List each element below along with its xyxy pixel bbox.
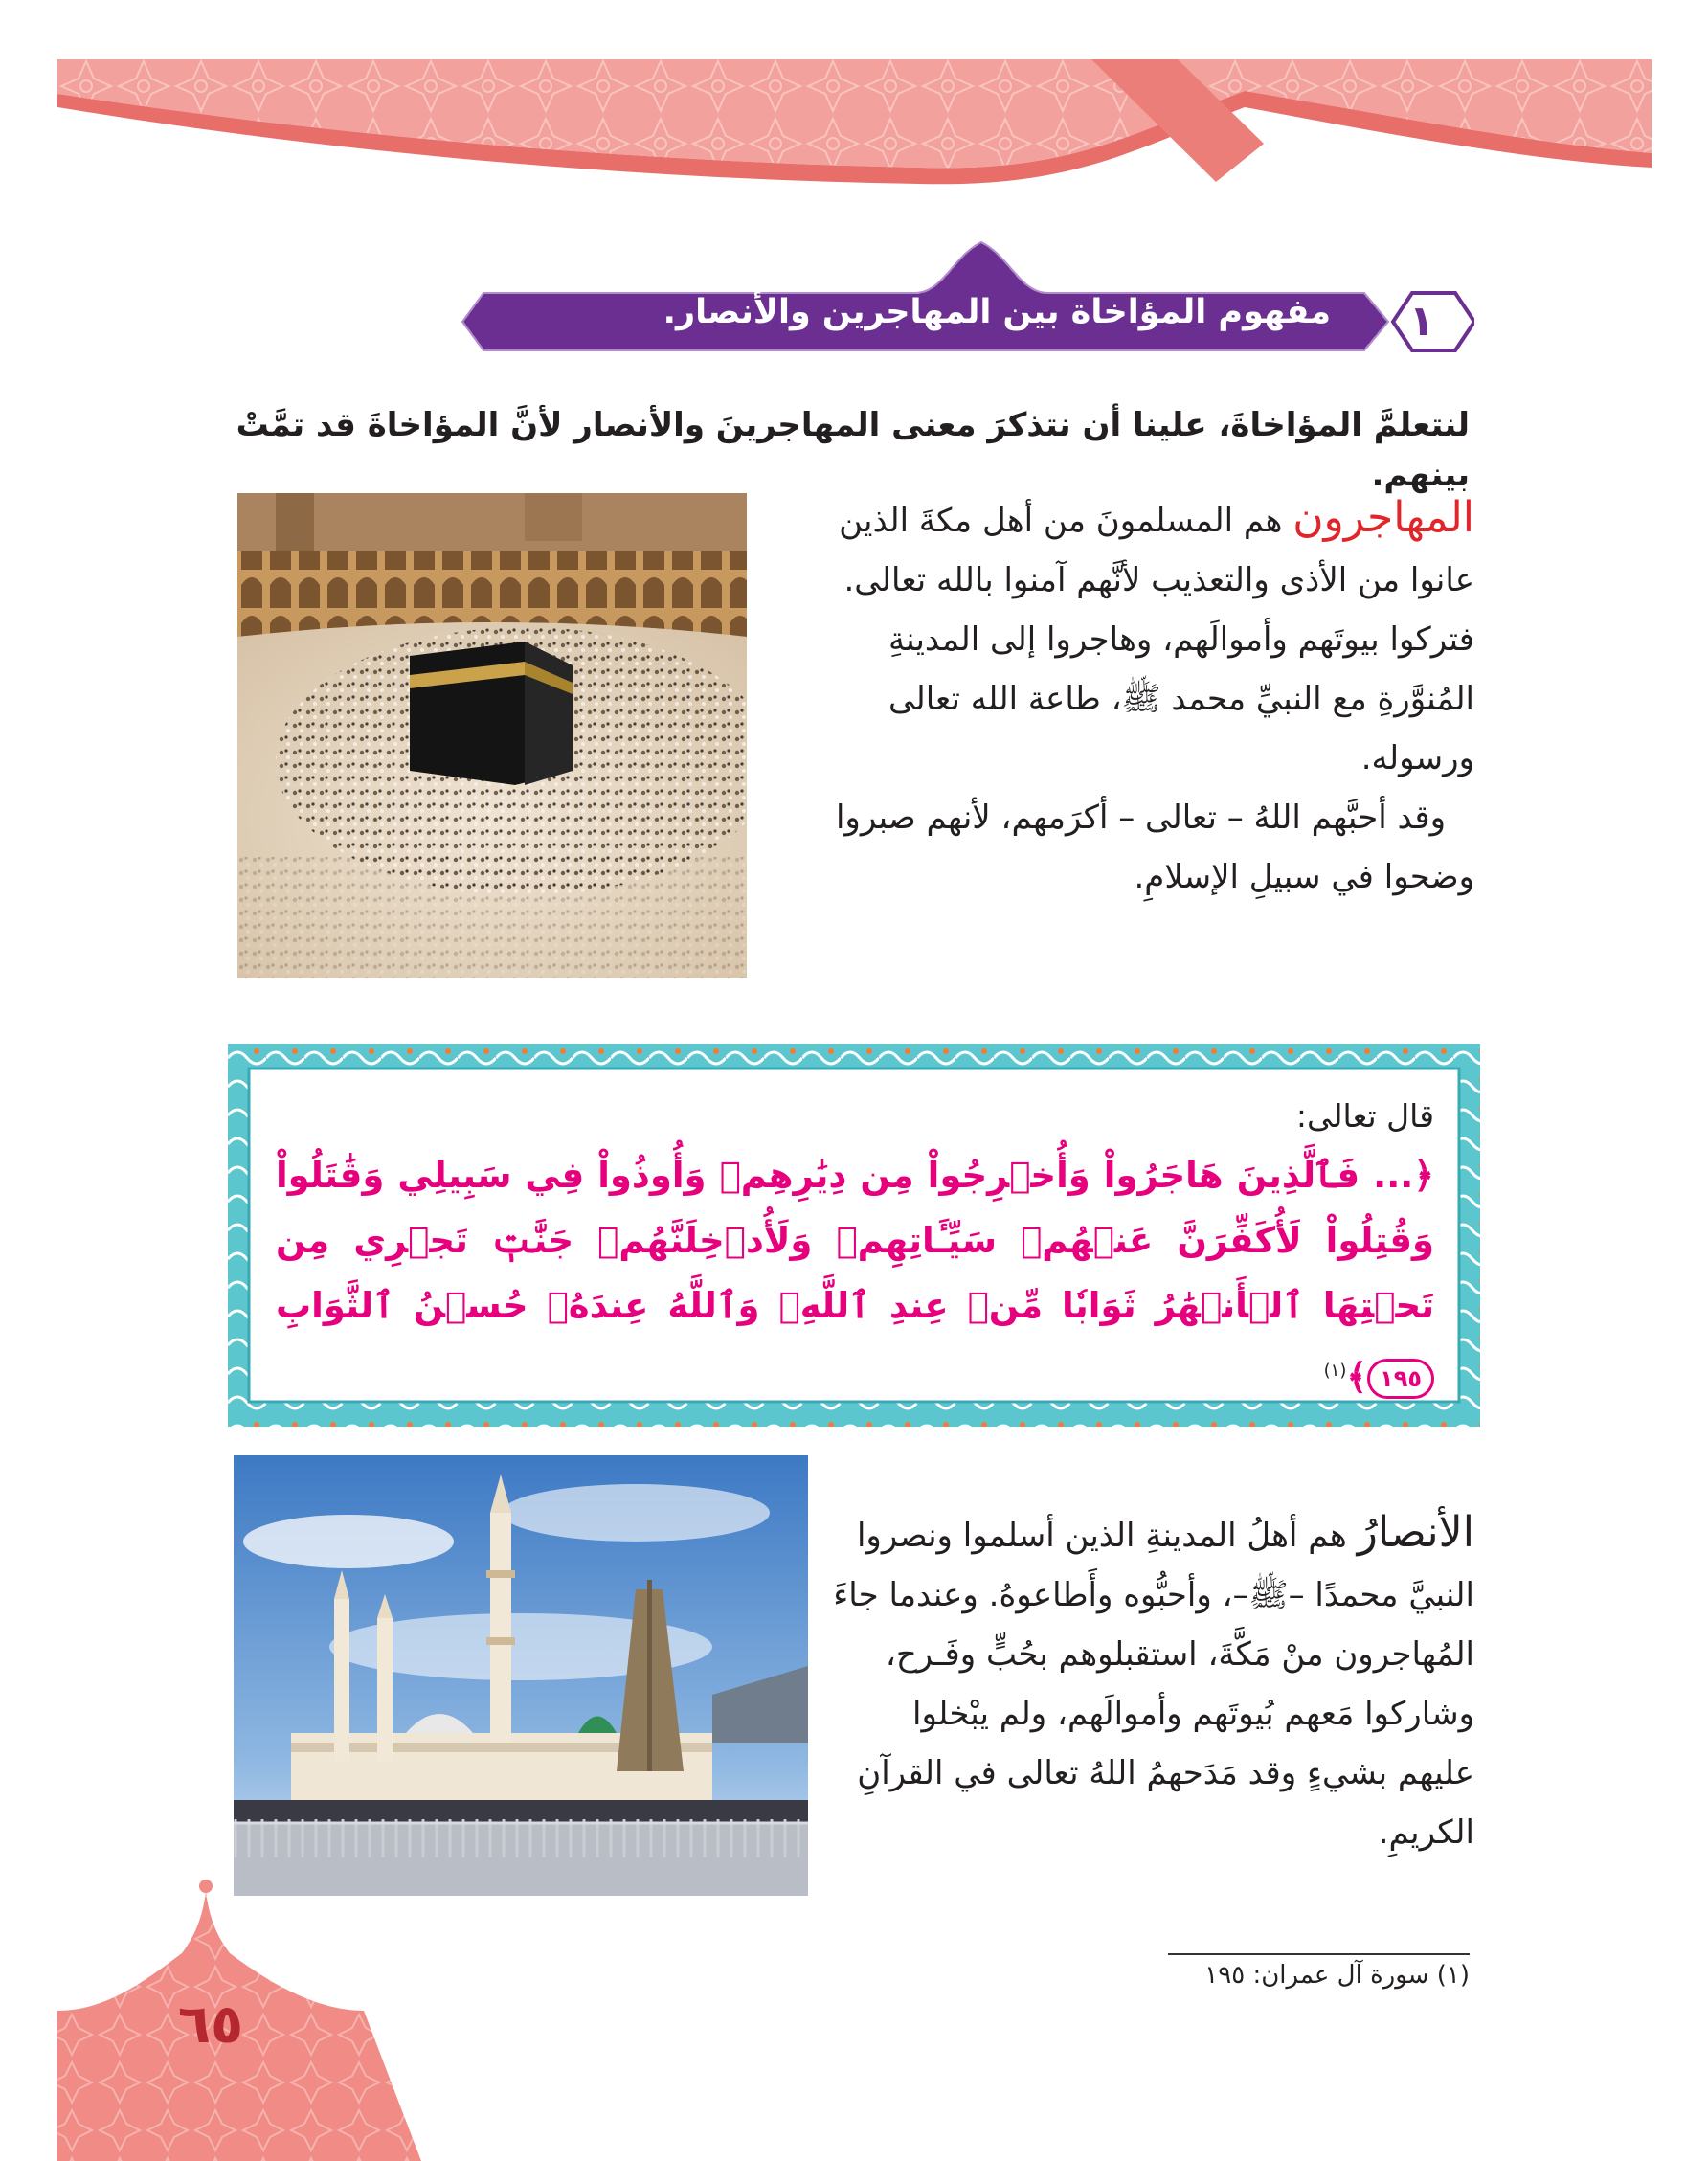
- top-banner: [0, 0, 1708, 230]
- verse-open-bracket: ﴿: [1413, 1155, 1434, 1196]
- muhajirun-paragraph-1: [785, 488, 1474, 788]
- footnote: (١) سورة آل عمران: ١٩٥: [1204, 1961, 1470, 1990]
- page-number-badge: [0, 1867, 421, 2161]
- intro-paragraph: لنتعلمَّ المؤاخاةَ، علينا أن نتذكرَ معنى المهاجرينَ والأنصار لأنَّ المؤاخاةَ قد تمَّتْ بينهم.: [236, 406, 1470, 494]
- muhajirun-paragraph-2: وقد أحبَّهم اللهُ – تعالى – أكرَمهم، لأنهم صبروا وضحوا في سبيلِ الإسلامِ.: [835, 799, 1474, 896]
- ansar-term: الأنصارُ: [1357, 1508, 1474, 1557]
- muhajirun-definition: هم المسلمونَ من أهل مكةَ الذين عانوا من الأذى والتعذيب لأنَّهم آمنوا بالله تعالى. فتركوا بيوتَهم وأموالَهم، وهاجروا إلى المدينةِ المُنوَّرةِ مع النبيِّ محمد ﷺ، طاعة الله تعالى ورسوله.: [839, 502, 1474, 777]
- ayah-number: ١٩٥: [1367, 1359, 1434, 1399]
- footnote-mark: (١): [1323, 1361, 1347, 1381]
- ansar-definition: هم أهلُ المدينةِ الذين أسلموا ونصروا النبيَّ محمدًا –ﷺ–، وأحبُّوه وأَطاعوهُ. وعندما جاءَ المُهاجرون منْ مَكَّةَ، استقبلوهم بحُبٍّ وفَـرح، وشاركوا مَعهم بُيوتَهم وأموالَهم، ولم يبْخلوا عليهم بشيءٍ وقد مَدَحهمُ اللهُ تعالى في القرآنِ الكريمِ.: [833, 1517, 1474, 1852]
- footnote-divider: [1168, 1953, 1470, 1955]
- muhajirun-term: المهاجرون: [1292, 493, 1474, 542]
- verse-close-bracket: ﴾: [1346, 1356, 1368, 1398]
- verse-body: ... فَٱلَّذِينَ هَاجَرُواْ وَأُخۡرِجُواْ مِن دِيَٰرِهِمۡ وَأُوذُواْ فِي سَبِيلِي وَقَٰتَلُواْ وَقُتِلُواْ لَأُكَفِّرَنَّ عَنۡهُمۡ سَيِّـَٔاتِهِمۡ وَلَأُدۡخِلَنَّهُمۡ جَنَّٰتٖ تَجۡرِي مِن تَحۡتِهَا ٱلۡأَنۡهَٰرُ ثَوَابٗا مِّنۡ عِندِ ٱللَّهِۚ وَٱللَّهُ عِندَهُۥ حُسۡنُ ٱلثَّوَابِ: [276, 1155, 1434, 1326]
- section-title: مفهوم المؤاخاة بين المهاجرين والأنصار.: [663, 293, 1331, 331]
- kaaba-photo: [237, 493, 747, 978]
- page-number: ٦٥: [177, 1993, 244, 2056]
- section-number: ١: [1408, 297, 1435, 346]
- muhajirun-text: [785, 488, 1474, 907]
- ansar-text: [833, 1503, 1474, 1862]
- verse-intro: قال تعالى:: [1295, 1097, 1434, 1135]
- ansar-paragraph: [833, 1503, 1474, 1862]
- section-heading: [445, 237, 1474, 362]
- prophets-mosque-photo: [234, 1455, 808, 1896]
- quran-verse: [276, 1143, 1434, 1409]
- verse-frame: [228, 1044, 1480, 1427]
